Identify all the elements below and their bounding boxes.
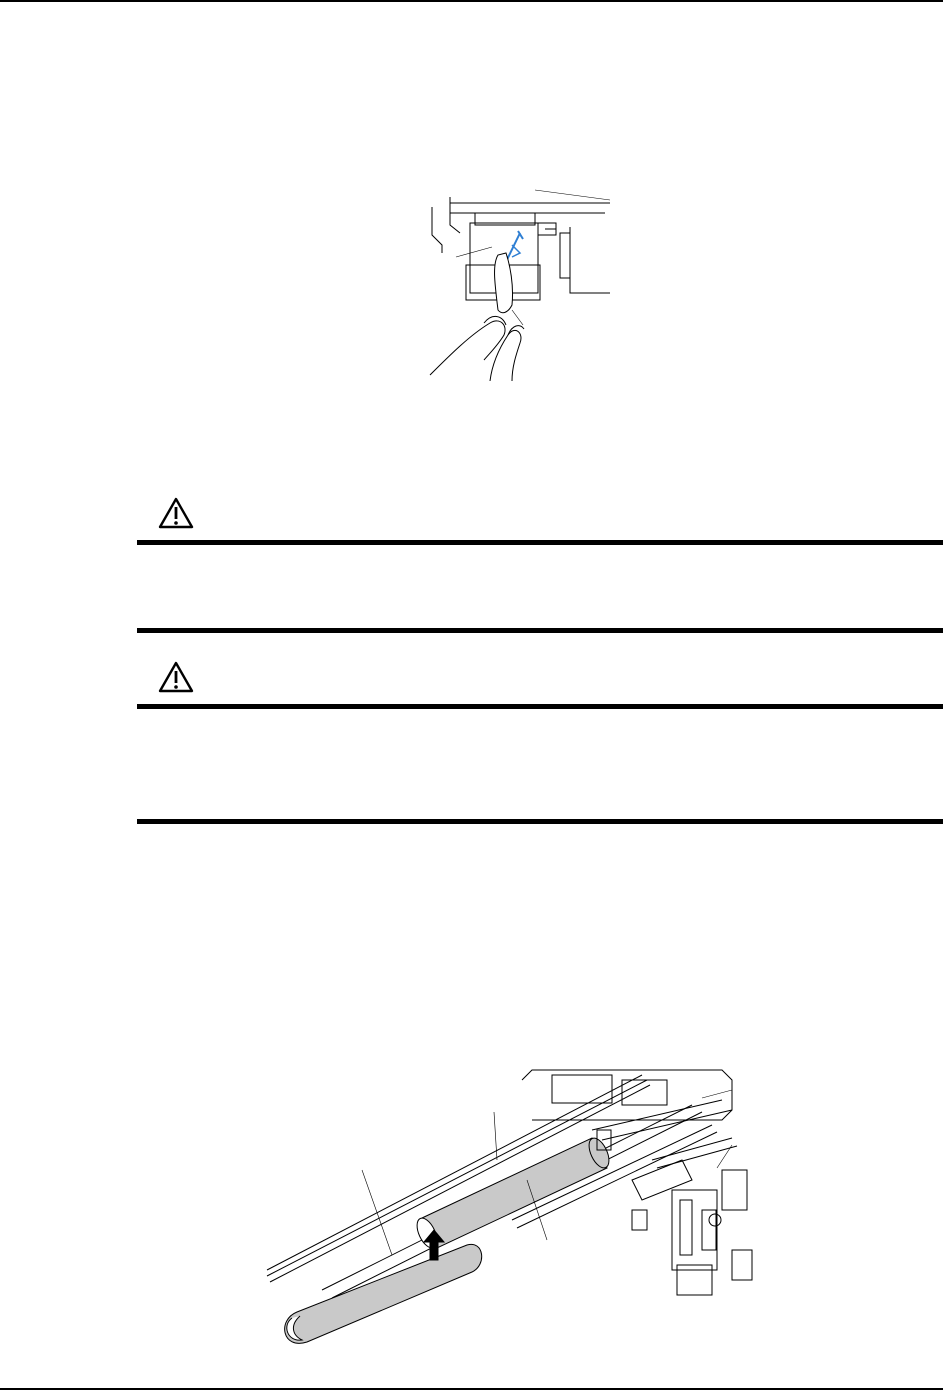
caution-body [137,545,943,628]
caution-bottom-bar [137,628,943,633]
wiping-figure [420,185,615,385]
caution-bottom-bar [137,819,943,824]
warning-triangle-icon [158,660,194,694]
caution-body [137,709,943,819]
footer-rule [0,1388,943,1390]
roller-sleeve-removal-illustration [262,1050,762,1355]
wiping-cloth-illustration [420,185,615,385]
roller-figure [262,1050,762,1355]
warning-triangle-icon [158,496,194,530]
header-rule [0,0,943,2]
